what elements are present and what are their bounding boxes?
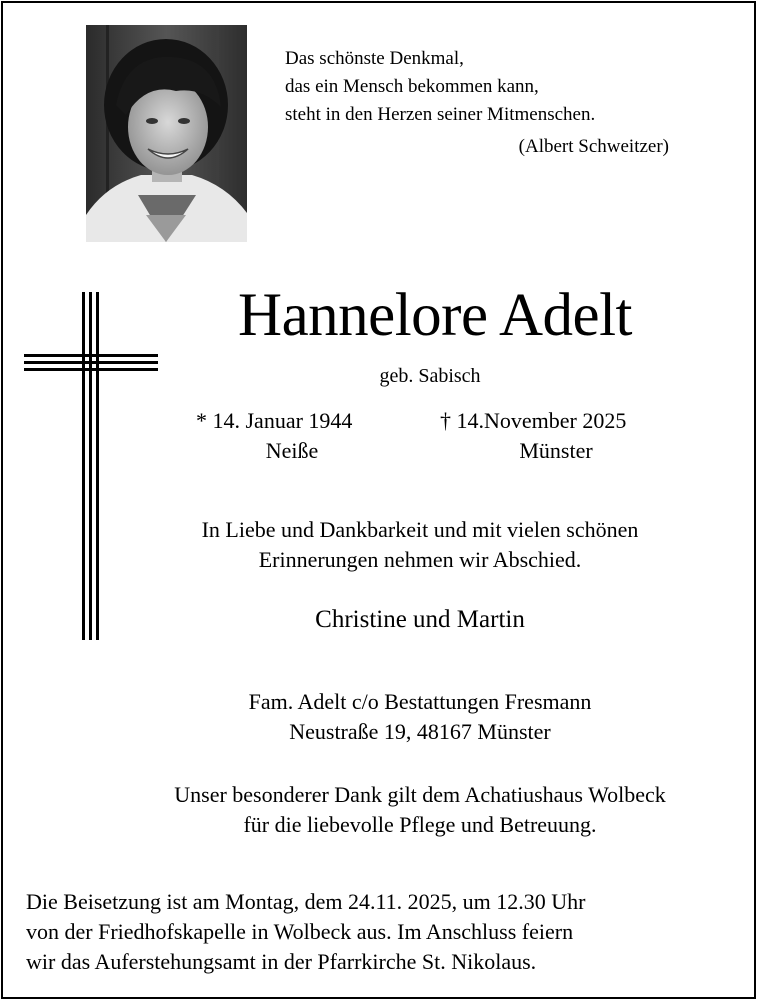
funeral-line: wir das Auferstehungsamt in der Pfarrkirche St. Nikolaus. [26,949,537,974]
death-block [440,406,672,466]
birth-date: * 14. Januar 1944 [196,408,353,433]
cross-icon [24,290,160,642]
death-place: Münster [519,438,593,463]
contact-address [100,687,740,747]
birth-place: Neiße [265,438,319,463]
funeral-line: von der Friedhofskapelle in Wolbeck aus. Im Anschluss feiern [26,919,574,944]
thanks-text [100,780,740,840]
portrait-photo [86,25,247,242]
farewell-text [100,515,740,575]
farewell-line: Erinnerungen nehmen wir Abschied. [258,547,582,572]
deceased-name: Hannelore Adelt [238,282,632,349]
address-line: Fam. Adelt c/o Bestattungen Fresmann [248,689,592,714]
quote-author: (Albert Schweitzer) [518,136,669,157]
death-date: † 14.November 2025 [440,408,627,433]
thanks-line: Unser besonderer Dank gilt dem Achatiushaus Wolbeck [174,782,666,807]
funeral-notice [26,887,726,977]
maiden-name: geb. Sabisch [379,365,481,387]
funeral-line: Die Beisetzung ist am Montag, dem 24.11. 2025, um 12.30 Uhr [26,889,586,914]
address-line: Neustraße 19, 48167 Münster [289,719,551,744]
epitaph-quote [285,45,685,161]
quote-line: steht in den Herzen seiner Mitmenschen. [285,104,596,125]
quote-line: das ein Mensch bekommen kann, [285,76,539,97]
signers: Christine und Martin [315,606,525,633]
thanks-line: für die liebevolle Pflege und Betreuung. [243,812,597,837]
farewell-line: In Liebe und Dankbarkeit und mit vielen schönen [201,517,639,542]
quote-line: Das schönste Denkmal, [285,48,464,69]
birth-block [196,406,388,466]
portrait-image [86,25,247,242]
